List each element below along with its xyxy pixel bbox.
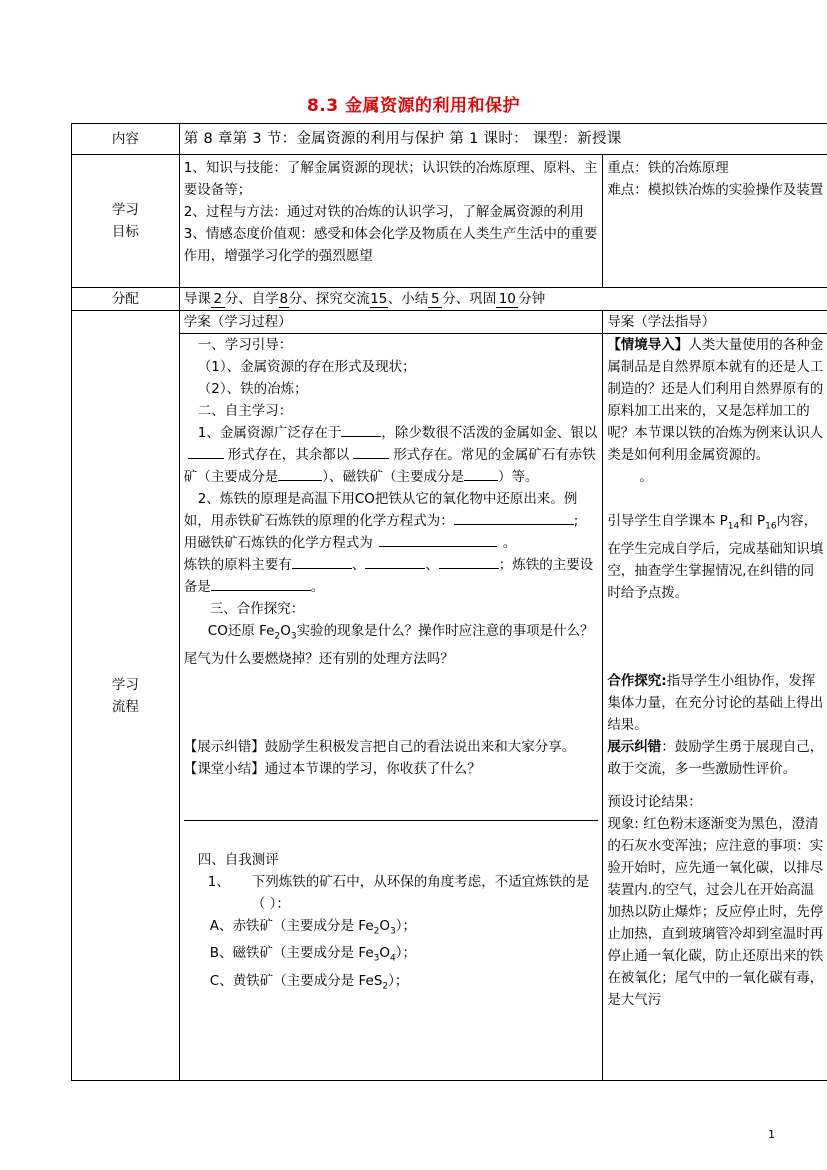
show-correct: 【展示纠错】鼓励学生积极发言把自己的看法说出来和大家分享。 xyxy=(183,738,576,755)
goals-label xyxy=(72,155,180,288)
content-label: 内容 xyxy=(72,124,180,155)
flow-col2-header: 导案（学法指导） xyxy=(603,311,827,334)
goals-row xyxy=(72,155,827,288)
flow-label-line2: 流程 xyxy=(111,698,139,715)
guide-expected-text: 现象: 红色粉末逐渐变为黑色，澄清的石灰水变浑浊；应注意的事项：实验开始时，应先通一氧化碳，以排尽装置内.的空气，过会儿在开始高温加热以防止爆炸；反应停止时，先停止加热，直到玻璃管冷却到室温时再停止通一氧化碳，防止还原出来的铁在被氧化；尾气中的一氧化碳有毒，是大气污 xyxy=(607,815,824,1008)
allocation-value xyxy=(179,288,827,311)
guide-expected-title: 预设讨论结果： xyxy=(607,793,702,810)
section-heading: 二、自主学习： xyxy=(197,403,293,419)
flow-label xyxy=(72,311,180,1081)
page-number: 1 xyxy=(768,1128,775,1141)
goal-item: 2、过程与方法：通过对铁的冶炼的认识学习，了解金属资源的利用 xyxy=(183,204,584,220)
guide-show-correct: 展示纠错：鼓励学生勇于展现自己，敢于交流，多一些激励性评价。 xyxy=(607,738,824,777)
guide-dot: 。 xyxy=(639,469,653,485)
answer-line[interactable] xyxy=(184,802,599,821)
section-heading: 三、合作探究： xyxy=(209,601,305,617)
allocation-label: 分配 xyxy=(72,288,180,311)
option-c: C、黄铁矿（主要成分是 FeS$_2$）； xyxy=(209,973,409,992)
flow-header-row xyxy=(72,311,827,334)
option-a: A、赤铁矿（主要成分是 $Fe_2O_3$）； xyxy=(209,917,416,937)
question-3: CO还原 $Fe_2O_3$实验的现象是什么？操作时应注意的事项是什么？尾气为什么要燃烧掉？还有别的处理方法吗？ xyxy=(183,623,594,667)
section-heading: 一、学习引导： xyxy=(197,337,293,353)
content-value xyxy=(179,124,827,155)
page-title: 8.3 金属资源的利用和保护 xyxy=(306,96,521,116)
test-question-1: 1、 下列炼铁的矿石中，从环保的角度考虑，不适宜炼铁的是（ ）： xyxy=(207,873,590,912)
lesson-plan-table xyxy=(71,123,827,1081)
question-2c: 炼铁的原料主要有 、 、 ；炼铁的主要设备是 。 xyxy=(183,557,594,595)
goal-item: 3、情感态度价值观：感受和体会化学及物质在人类生产生活中的重要作用，增强学习化学的强烈愿望 xyxy=(183,226,598,264)
guide-intro: 【情境导入】人类大量使用的各种金属制品是自然界原本就有的还是人工制造的？还是人们利用自然界原有的原料加工出来的，又是怎样加工的呢？本节课以铁的冶炼为例来认识人类是如何利用金属资源的。 xyxy=(607,337,824,463)
goals-label-line1: 学习 xyxy=(111,202,139,218)
guide-self-study: 引导学生自学课本 $P_{14}$和 $P_{16}$内容，在学生完成自学后，完成基础知识填空，抽查学生掌握情况,在纠错的同时给予点拨。 xyxy=(607,513,824,601)
flow-body-row xyxy=(72,334,827,1081)
goals-items xyxy=(179,155,603,288)
key-point: 重点：铁的冶炼原理 xyxy=(607,160,729,176)
content-row xyxy=(72,124,827,155)
question-1: 1、金属资源广泛存在于 ，除少数很不活泼的金属如金、银以形式存在，其余都以 形式存在。常见的金属矿石有赤铁矿（主要成分是 ）、磁铁矿（主要成分是 ）等。 xyxy=(183,425,598,485)
allocation-row xyxy=(72,288,827,311)
question-2: 2、炼铁的原理是高温下用CO把铁从它的氧化物中还原出来。例如，用赤铁矿石炼铁的原理的化学方程式为： ; xyxy=(183,491,579,529)
guide-cooperation: 合作探究:指导学生小组协作，发挥集体力量，在充分讨论的基础上得出结果。 xyxy=(607,672,824,733)
list-item: （2）、铁的冶炼； xyxy=(197,381,308,397)
allocation-text: 导课 2 分、自学8分、探究交流15、小结 5 分、巩固 10 分钟 xyxy=(183,291,546,307)
list-item: （1）、金属资源的存在形式及现状； xyxy=(197,359,416,375)
flow-teacher-column xyxy=(603,334,827,1081)
content-text: 第 8 章第 3 节：金属资源的利用与保护 第 1 课时： 课型：新授课 xyxy=(183,131,622,147)
option-b: B、磁铁矿（主要成分是 $Fe_3O_4$）； xyxy=(209,945,417,965)
difficulty-point: 难点：模拟铁冶炼的实验操作及装置 xyxy=(607,182,824,198)
goal-item: 1、知识与技能：了解金属资源的现状；认识铁的冶炼原理、原料、主要设备等； xyxy=(183,160,598,198)
flow-col1-header: 学案（学习过程） xyxy=(179,311,603,334)
flow-student-column xyxy=(179,334,603,1081)
class-summary: 【课堂小结】通过本节课的学习，你收获了什么？ xyxy=(183,760,481,777)
goals-label-line2: 目标 xyxy=(111,224,139,240)
question-2b: 用磁铁矿石炼铁的化学方程式为 。 xyxy=(183,535,517,551)
section-heading: 四、自我测评 xyxy=(197,851,279,868)
flow-label-line1: 学习 xyxy=(111,676,139,693)
goals-key-points xyxy=(603,155,827,288)
